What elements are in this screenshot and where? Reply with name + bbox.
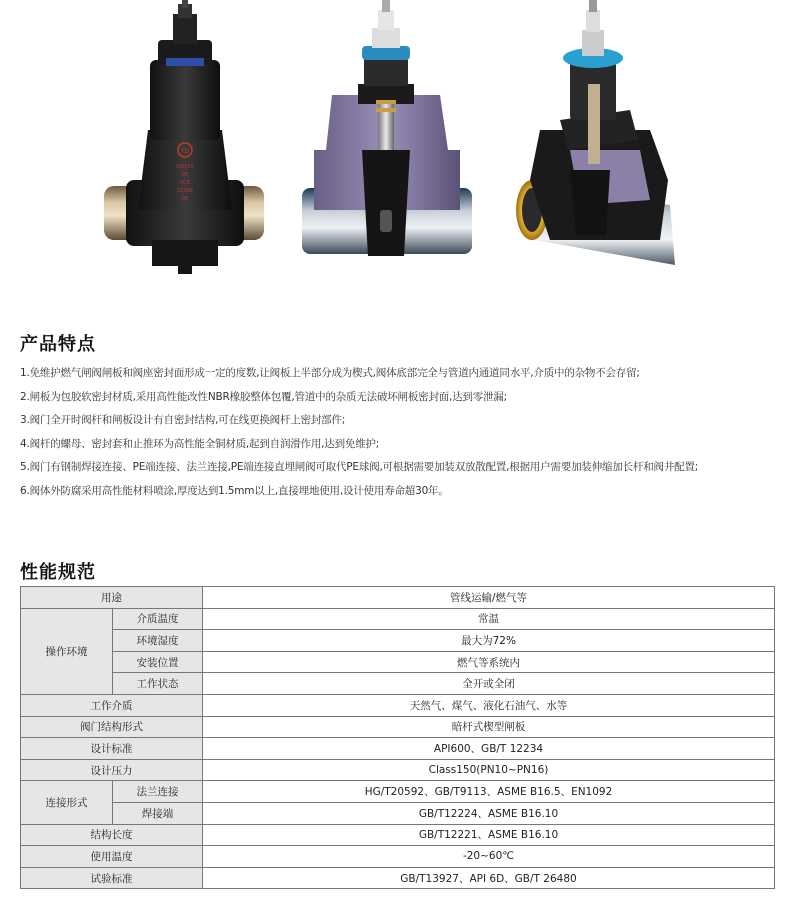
spec-value: HG/T20592、GB/T9113、ASME B16.5、EN1092 <box>203 781 775 803</box>
spec-value: 管线运输/燃气等 <box>203 587 775 609</box>
table-row <box>21 824 775 846</box>
feature-item: 6.阀体外防腐采用高性能材料喷涂,厚度达到1.5mm以上,直接埋地使用,设计使用寿命超30年。 <box>20 484 449 497</box>
spec-value: 全开或全闭 <box>203 673 775 695</box>
table-row <box>21 738 775 760</box>
body-marking-1: DN150 <box>176 164 194 170</box>
features-list <box>20 362 780 504</box>
spec-sublabel: 法兰连接 <box>113 781 203 803</box>
spec-value: GB/T12221、ASME B16.10 <box>203 824 775 846</box>
spec-value: 常温 <box>203 608 775 630</box>
table-row <box>21 673 775 695</box>
valve-cutaway-front-image <box>300 0 475 280</box>
feature-item: 1.免维护燃气闸阀闸板和阀座密封面形成一定的度数,让阀板上半部分成为楔式,阀体底部完全与管道内通道同水平,介质中的杂物不会存留; <box>20 367 640 379</box>
spec-group-label: 操作环境 <box>21 608 113 694</box>
spec-value: GB/T13927、API 6D、GB/T 26480 <box>203 867 775 889</box>
table-row <box>21 781 775 803</box>
spec-value: 燃气等系统内 <box>203 651 775 673</box>
table-row <box>21 608 775 630</box>
spec-sublabel: 工作状态 <box>113 673 203 695</box>
feature-item: 4.阀杆的螺母、密封套和止推环为高性能全铜材质,起到自润滑作用,达到免维护; <box>20 437 380 450</box>
spec-label: 使用温度 <box>21 846 203 868</box>
table-row <box>21 846 775 868</box>
spec-group-label: 连接形式 <box>21 781 113 824</box>
valve-exterior-image <box>100 0 270 280</box>
valve-cutaway-isometric-image <box>510 0 685 280</box>
spec-sublabel: 介质温度 <box>113 608 203 630</box>
feature-item: 3.阀门全开时阀杆和闸板设计有自密封结构,可在线更换阀杆上密封部件; <box>20 414 346 427</box>
table-row <box>21 867 775 889</box>
table-row <box>21 716 775 738</box>
spec-label: 设计标准 <box>21 738 203 760</box>
spec-sublabel: 安装位置 <box>113 651 203 673</box>
spec-value: Class150(PN10~PN16) <box>203 759 775 781</box>
spec-label: 阀门结构形式 <box>21 716 203 738</box>
spec-label: 试验标准 <box>21 867 203 889</box>
spec-label: 结构长度 <box>21 824 203 846</box>
features-title: 产品特点 <box>20 334 96 355</box>
spec-table <box>20 586 775 889</box>
feature-item: 2.闸板为包胶软密封材质,采用高性能改性NBR橡胶整体包覆,管道中的杂质无法破坏闸板密封面,达到零泄漏; <box>20 390 508 403</box>
spec-value: 天然气、煤气、液化石油气、水等 <box>203 694 775 716</box>
spec-value: API600、GB/T 12234 <box>203 738 775 760</box>
spec-value: 最大为72% <box>203 630 775 652</box>
body-marking-5: PE <box>181 196 189 202</box>
spec-value: 暗杆式楔型闸板 <box>203 716 775 738</box>
table-row <box>21 630 775 652</box>
spec-label: 工作介质 <box>21 694 203 716</box>
table-row <box>21 759 775 781</box>
body-marking-2: PE <box>181 172 189 178</box>
spec-sublabel: 环境湿度 <box>113 630 203 652</box>
table-row <box>21 802 775 824</box>
feature-item: 5.阀门有钢制焊接连接、PE端连接、法兰连接,PE端连接直埋闸阀可取代PE球阀,可根据需要加装双放散配置,根据用户需要加装伸缩加长杆和阀井配置; <box>20 461 699 474</box>
body-marking-4: S1/DN <box>177 188 193 194</box>
spec-value: GB/T12224、ASME B16.10 <box>203 802 775 824</box>
brand-logo-text: TD <box>180 148 190 155</box>
product-images <box>0 0 792 290</box>
spec-sublabel: 焊接端 <box>113 802 203 824</box>
specs-title: 性能规范 <box>20 562 96 583</box>
table-row <box>21 587 775 609</box>
spec-value: -20~60℃ <box>203 846 775 868</box>
table-row <box>21 694 775 716</box>
body-marking-3: PCB <box>180 180 190 186</box>
table-row <box>21 651 775 673</box>
spec-label: 设计压力 <box>21 759 203 781</box>
spec-label: 用途 <box>21 587 203 609</box>
